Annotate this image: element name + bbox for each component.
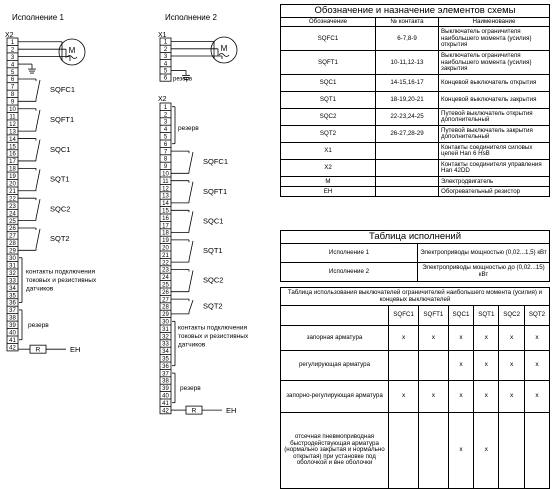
connector-x2-label: X2 [158, 96, 167, 103]
execution-2-title: Исполнение 2 [165, 13, 217, 22]
switch-contact [189, 241, 193, 260]
usage-mark: x [389, 381, 419, 413]
usage-table [280, 287, 550, 489]
terminal-number: 30 [162, 319, 169, 326]
terminal-number: 24 [162, 275, 169, 282]
execution-description: Электроприводы мощностью до (0,02...15) кВт [418, 262, 550, 281]
switch-contact [189, 152, 193, 171]
terminal-number: 13 [9, 129, 16, 136]
terminal-number: 35 [162, 356, 169, 363]
terminal-number: 15 [162, 208, 169, 215]
terminal-number: 13 [162, 193, 169, 200]
terminal-number: 18 [9, 166, 16, 173]
elements-table-title: Обозначение и назначение элементов схемы [281, 5, 550, 18]
switch-contact [36, 199, 40, 218]
terminal-number: 32 [162, 334, 169, 341]
usage-mark: x [525, 326, 550, 351]
element-name: Выключатель ограничителя наибольшего момента (усилия) открытия [439, 27, 550, 51]
terminal-number: 19 [9, 174, 16, 181]
execution-1-title: Исполнение 1 [12, 13, 64, 22]
usage-mark: x [525, 351, 550, 381]
contacts-label: контакты подключения [26, 268, 95, 276]
element-contacts: 6-7,8-9 [376, 27, 439, 51]
usage-mark [419, 351, 448, 381]
terminal-number: 6 [163, 75, 168, 82]
usage-header-switch: SQFC1 [389, 306, 419, 326]
terminal-number: 38 [9, 315, 16, 322]
usage-header-switch: SQT1 [474, 306, 499, 326]
switch-contact [36, 110, 40, 129]
switch-label: SQT2 [203, 301, 223, 311]
terminal-number: 21 [9, 188, 16, 195]
contacts-label: токовых и резистивных [178, 333, 249, 341]
terminal-number: 28 [162, 304, 169, 311]
terminal-number: 17 [9, 159, 16, 166]
terminal-number: 26 [9, 226, 16, 233]
element-name: Выключатель ограничителя наибольшего момента (усилия) закрытия [439, 51, 550, 75]
switch-label: SQC1 [50, 144, 71, 154]
usage-mark: x [448, 381, 474, 413]
element-contacts: 18-19,20-21 [376, 92, 439, 109]
connector-x1-label: X1 [158, 32, 167, 39]
usage-header-switch: SQFT1 [419, 306, 448, 326]
terminal-number: 37 [162, 371, 169, 378]
switch-label: SQFC1 [50, 85, 76, 95]
switch-label: SQC1 [203, 216, 224, 226]
usage-mark: x [448, 326, 474, 351]
contacts-label: датчиков [178, 341, 206, 349]
execution-description: Электроприводы мощностью (0,02...1,5) кВт [418, 243, 550, 262]
terminal-number: 11 [9, 114, 16, 121]
terminal-number: 39 [9, 323, 16, 330]
terminal-number: 20 [9, 181, 16, 188]
terminal-number: 5 [10, 69, 15, 76]
usage-mark: x [499, 351, 525, 381]
switch-label: SQT2 [50, 234, 70, 244]
usage-mark [499, 413, 525, 489]
element-name: Концевой выключатель закрытия [439, 92, 550, 109]
usage-header-blank [281, 306, 389, 326]
switch-label: SQFC1 [203, 157, 229, 167]
usage-mark [389, 413, 419, 489]
terminal-number: 27 [162, 297, 169, 304]
switch-label: SQFT1 [203, 186, 228, 196]
fitting-type: запорная арматура [281, 326, 389, 351]
terminal-number: 25 [9, 218, 16, 225]
contacts-label: датчиков [26, 285, 54, 293]
terminal-number: 5 [163, 68, 168, 75]
switch-contact [36, 140, 40, 159]
terminal-number: 10 [162, 171, 169, 178]
terminal-number: 15 [9, 144, 16, 151]
terminal-number: 19 [162, 238, 169, 245]
usage-mark: x [474, 413, 499, 489]
element-name: Путевой выключатель открытия дополнительный [439, 109, 550, 126]
terminal-number: 36 [162, 363, 169, 370]
terminal-number: 29 [9, 248, 16, 255]
terminal-number: 4 [163, 61, 168, 68]
terminal-number: 33 [9, 278, 16, 285]
switch-label: SQT1 [203, 246, 223, 255]
terminal-number: 22 [162, 260, 169, 267]
reserve-label: резерв [28, 321, 49, 329]
wiring-diagram [0, 0, 275, 480]
usage-mark: x [474, 351, 499, 381]
terminal-number: 25 [162, 282, 169, 289]
element-designation: M [281, 177, 376, 187]
reserve-label: резерв [178, 124, 199, 132]
terminal-number: 42 [162, 408, 169, 415]
terminal-number: 38 [162, 378, 169, 385]
element-name: Контакты соединителя силовых цепей Han 6 HsB [439, 143, 550, 160]
element-contacts: 14-15,16-17 [376, 75, 439, 92]
switch-contact [189, 211, 193, 230]
reserve-label: резерв [173, 76, 193, 83]
terminal-number: 3 [163, 54, 168, 61]
switch-contact [189, 182, 193, 201]
terminal-number: 5 [163, 134, 168, 141]
usage-header-switch: SQC2 [499, 306, 525, 326]
terminal-number: 3 [10, 54, 15, 61]
element-designation: SQT1 [281, 92, 376, 109]
terminal-number: 2 [163, 46, 168, 53]
heater-label: EH [226, 406, 237, 416]
terminal-number: 12 [162, 186, 169, 193]
connector-x2-label: X2 [5, 32, 14, 39]
terminal-number: 40 [9, 330, 16, 337]
terminal-number: 32 [9, 270, 16, 277]
terminal-number: 9 [163, 164, 168, 171]
contacts-label: контакты подключения [178, 324, 247, 332]
element-designation: SQFC1 [281, 27, 376, 51]
element-designation: SQT2 [281, 126, 376, 143]
executions-table [280, 230, 550, 282]
executions-table-title: Таблица исполнений [281, 231, 550, 244]
usage-mark [525, 413, 550, 489]
usage-mark: x [389, 326, 419, 351]
terminal-number: 21 [162, 252, 169, 259]
motor-label: M [68, 46, 76, 55]
terminal-number: 4 [163, 127, 168, 134]
element-name: Обогревательный резистор [439, 187, 550, 197]
terminal-number: 6 [10, 77, 15, 84]
element-name: Путевой выключатель закрытия дополнительный [439, 126, 550, 143]
resistor-label: R [191, 407, 197, 415]
terminal-number: 31 [9, 263, 16, 270]
elements-header-designation: Обозначение [281, 17, 376, 27]
switch-contact [36, 229, 40, 248]
terminal-number: 18 [162, 230, 169, 237]
terminal-number: 14 [162, 201, 169, 208]
usage-mark: x [499, 326, 525, 351]
terminal-number: 39 [162, 386, 169, 393]
element-designation: SQC1 [281, 75, 376, 92]
element-name: Контакты соединителя управления Han 42DD [439, 160, 550, 177]
element-contacts [376, 187, 439, 197]
usage-mark: x [448, 413, 474, 489]
terminal-number: 2 [163, 112, 168, 119]
terminal-number: 7 [10, 84, 15, 91]
element-designation: X1 [281, 143, 376, 160]
usage-mark [419, 413, 448, 489]
switch-contact [36, 169, 40, 188]
usage-mark: x [419, 326, 448, 351]
usage-mark [389, 351, 419, 381]
terminal-number: 36 [9, 300, 16, 307]
terminal-number: 37 [9, 308, 16, 315]
terminal-number: 22 [9, 196, 16, 203]
terminal-number: 23 [162, 267, 169, 274]
terminal-number: 27 [9, 233, 16, 240]
terminal-number: 16 [9, 151, 16, 158]
usage-table-title: Таблица использования выключателей ограничителей наибольшего момента (усилия) и концевых выключателей [281, 288, 550, 306]
terminal-number: 23 [9, 203, 16, 210]
switch-label: SQFT1 [50, 114, 75, 124]
terminal-number: 20 [162, 245, 169, 252]
terminal-number: 42 [9, 345, 16, 352]
terminal-number: 30 [9, 256, 16, 262]
switch-contact [36, 80, 40, 99]
terminal-number: 26 [162, 289, 169, 296]
terminal-number: 1 [10, 39, 15, 46]
terminal-number: 29 [162, 312, 169, 319]
terminal-number: 3 [163, 119, 168, 126]
terminal-number: 7 [163, 149, 168, 156]
execution-name: Исполнение 1 [281, 243, 418, 262]
usage-header-switch: SQT2 [525, 306, 550, 326]
fitting-type: запорно-регулирующая арматура [281, 381, 389, 413]
element-contacts: 26-27,28-29 [376, 126, 439, 143]
terminal-number: 17 [162, 223, 169, 230]
reserve-label: резерв [180, 384, 201, 392]
element-contacts [376, 160, 439, 177]
execution-1-diagram [5, 13, 97, 354]
execution-name: Исполнение 2 [281, 262, 418, 281]
switch-label: SQC2 [50, 204, 71, 214]
usage-mark: x [474, 381, 499, 413]
terminal-number: 28 [9, 241, 16, 248]
terminal-number: 9 [10, 99, 15, 106]
usage-mark: x [525, 381, 550, 413]
usage-mark: x [499, 381, 525, 413]
usage-mark: x [474, 326, 499, 351]
heater-label: EH [70, 345, 81, 355]
terminal-number: 6 [163, 141, 168, 148]
terminal-number: 14 [9, 136, 16, 143]
execution-2-diagram [158, 13, 249, 415]
terminal-number: 40 [162, 393, 169, 400]
resistor-label: R [35, 346, 41, 354]
usage-header-switch: SQC1 [448, 306, 474, 326]
element-contacts: 22-23,24-25 [376, 109, 439, 126]
terminal-number: 35 [9, 293, 16, 300]
terminal-number: 12 [9, 121, 16, 128]
terminal-number: 33 [162, 341, 169, 348]
element-contacts [376, 143, 439, 160]
elements-table [280, 4, 550, 197]
terminal-number: 41 [162, 400, 169, 407]
terminal-number: 8 [163, 156, 168, 163]
terminal-number: 4 [10, 62, 15, 69]
terminal-number: 24 [9, 211, 16, 218]
terminal-number: 31 [162, 326, 169, 333]
elements-header-name: Наименование [439, 17, 550, 27]
switch-label: SQT1 [50, 174, 70, 184]
terminal-number: 16 [162, 215, 169, 222]
element-contacts: 10-11,12-13 [376, 51, 439, 75]
elements-header-contact: № контакта [376, 17, 439, 27]
element-name: Концевой выключатель открытия [439, 75, 550, 92]
terminal-number: 8 [10, 92, 15, 99]
terminal-number: 41 [9, 337, 16, 344]
terminal-number: 1 [163, 104, 168, 111]
element-designation: EH [281, 187, 376, 197]
terminal-number: 34 [162, 349, 169, 356]
terminal-number: 34 [9, 285, 16, 292]
fitting-type: регулирующая арматура [281, 351, 389, 381]
element-designation: SQFT1 [281, 51, 376, 75]
switch-contact [189, 300, 193, 312]
usage-mark: x [448, 351, 474, 381]
element-contacts [376, 177, 439, 187]
terminal-number: 11 [162, 178, 169, 185]
usage-mark: x [419, 381, 448, 413]
motor-label: M [220, 44, 228, 53]
element-name: Электродвигатель [439, 177, 550, 187]
element-designation: X2 [281, 160, 376, 177]
terminal-number: 10 [9, 107, 16, 113]
element-designation: SQC2 [281, 109, 376, 126]
fitting-type: отсечная пневмоприводная быстродействующая арматура (нормально закрытая и нормально открытая) при установке под оболочкой и вне оболочки [281, 413, 389, 489]
contacts-label: токовых и резистивных [26, 277, 97, 285]
switch-contact [189, 271, 193, 290]
terminal-number: 2 [10, 47, 15, 54]
terminal-number: 1 [163, 39, 168, 46]
switch-label: SQC2 [203, 275, 224, 285]
